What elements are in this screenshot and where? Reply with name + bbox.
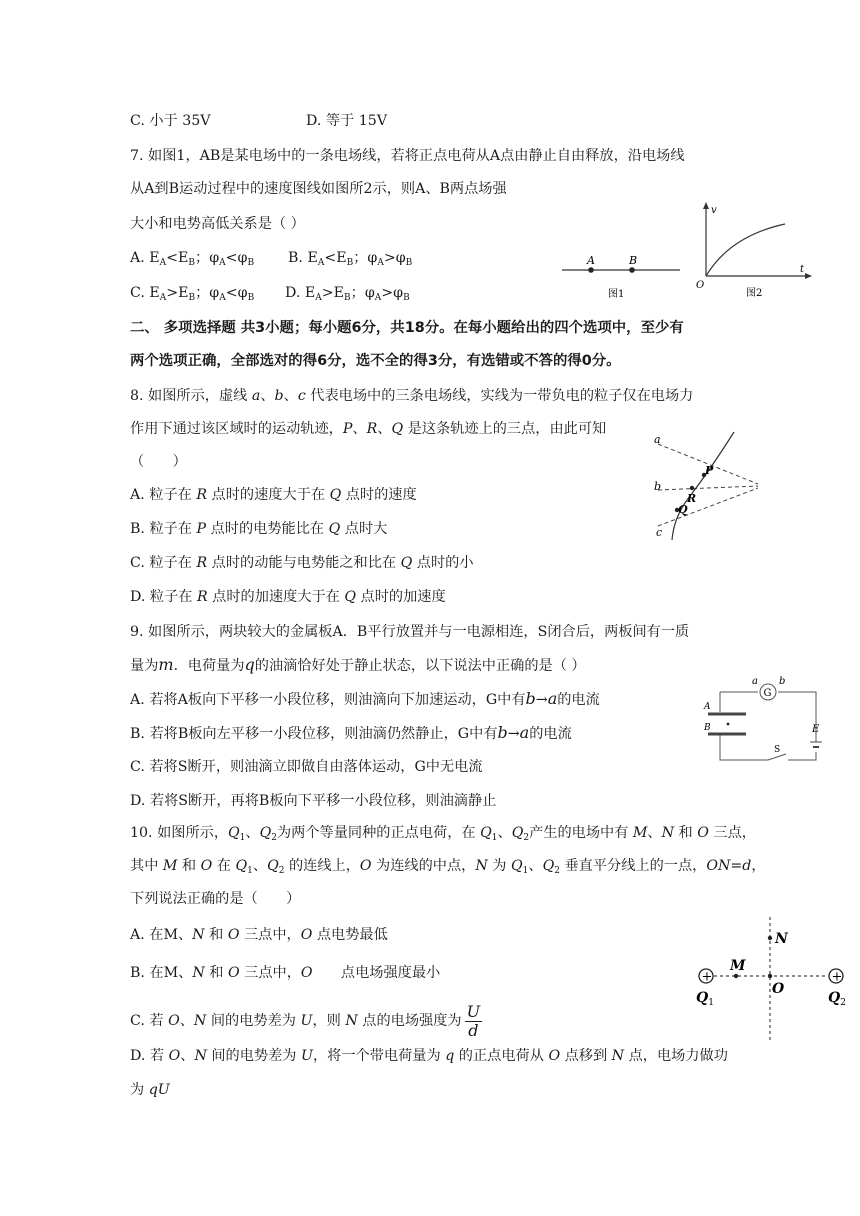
plate-a-label: A [704, 702, 711, 712]
figure-2-caption: 图2 [746, 288, 763, 299]
line-a-label: a [654, 433, 661, 446]
charge-q1-label: $Q_1$ [696, 990, 714, 1008]
q9-option-b: B. 若将B板向左平移一小段位移，则油滴仍然静止，G中有b→a的电流 [130, 723, 572, 742]
source-label: E [812, 724, 820, 735]
field-fraction [465, 1003, 482, 1040]
q8-option-a: A. 粒子在 R 点时的速度大于在 Q 点时的速度 [130, 487, 417, 503]
q10-option-b: B. 在M、N 和 O 三点中，O 点电场强度最小 [130, 965, 441, 981]
q7-stem-line-1: 7. 如图1，AB是某电场中的一条电场线，若将正点电荷从A点由静止自由释放，沿电场线 [130, 148, 685, 164]
point-r-dot [690, 486, 694, 490]
q10-stem-line-2: 其中 M 和 O 在 $Q_1$、$Q_2$ 的连线上，O 为连线的中点，N 为 $Q_1$、$Q_2$ 垂直平分线上的一点，ON=d， [130, 858, 766, 876]
terminal-a-label: a [752, 676, 758, 687]
q8-option-d: D. 粒子在 R 点时的加速度大于在 Q 点时的加速度 [130, 589, 446, 605]
q7-stem-line-2: 从A到B运动过程中的速度图线如图所2示，则A、B两点场强 [130, 181, 507, 197]
fraction-denominator: d [468, 1020, 479, 1040]
q7-option-b: B. $E_A<E_B$；$\varphi_A>\varphi_B$ [288, 250, 413, 268]
q6-option-d: D. 等于 15V [306, 113, 388, 129]
charge-q2-label: $Q_2$ [828, 990, 846, 1008]
charge-q1-plus: + [701, 969, 713, 985]
v-axis-arrow [703, 202, 709, 209]
q10-option-d-line-1: D. 若 O、N 间的电势差为 U，将一个带电荷量为 q 的正点电荷从 O 点移到 N 点，电场力做功 [130, 1048, 728, 1064]
q7-option-a: A. $E_A<E_B$；$\varphi_A<\varphi_B$ [130, 250, 255, 268]
q7-stem-line-3: 大小和电势高低关系是（ ） [130, 216, 305, 232]
t-axis-arrow [805, 273, 812, 279]
q10-option-d-line-2: 为 qU [130, 1082, 170, 1098]
switch-label: S [774, 745, 781, 755]
circuit-wire [720, 692, 816, 760]
t-axis-label: t [800, 264, 805, 275]
section-2-heading-line-2: 两个选项正确，全部选对的得6分，选不全的得3分，有选错或不答的得0分。 [130, 353, 621, 369]
point-n-dot [768, 936, 772, 940]
q8-stem-line-3: （ ） [130, 454, 187, 470]
q10-figure [690, 915, 858, 1045]
field-line-c [658, 488, 758, 526]
point-b-dot [629, 267, 635, 273]
q9-option-d: D. 若将S断开，再将B板向下平移一小段位移，则油滴静止 [130, 793, 497, 809]
point-p-label: P [705, 464, 714, 477]
field-line-b [658, 486, 758, 490]
terminal-b-label: b [779, 676, 786, 687]
q7-option-d: D. $E_A>E_B$；$\varphi_A>\varphi_B$ [285, 285, 410, 303]
point-a-label: A [587, 254, 595, 267]
q9-option-c: C. 若将S断开，则油滴立即做自由落体运动，G中无电流 [130, 759, 483, 775]
oil-drop [727, 723, 730, 726]
q9-stem-line-2: 量为m．电荷量为q的油滴恰好处于静止状态，以下说法中正确的是（ ） [130, 655, 586, 674]
v-axis-label: v [711, 205, 717, 216]
origin-label: O [696, 280, 705, 291]
point-m-dot [734, 974, 738, 978]
q8-stem-line-1: 8. 如图所示，虚线 a、b、c 代表电场中的三条电场线，实线为一带负电的粒子仅在电场力 [130, 388, 694, 404]
q10-stem-line-3: 下列说法正确的是（ ） [130, 891, 301, 907]
q9-option-a: A. 若将A板向下平移一小段位移，则油滴向下加速运动，G中有b→a的电流 [130, 689, 600, 708]
point-n-label: N [775, 931, 788, 947]
charge-q2-plus: + [831, 969, 843, 985]
section-2-heading-line-1: 二、 多项选择题 共3小题；每小题6分，共18分。在每小题给出的四个选项中，至少有 [130, 320, 684, 336]
q10-option-c [130, 1001, 482, 1041]
plate-b-label: B [704, 723, 711, 733]
particle-trajectory [672, 432, 734, 540]
q8-option-b: B. 粒子在 P 点时的电势能比在 Q 点时大 [130, 521, 388, 537]
point-o-label: O [772, 981, 785, 997]
q6-option-c: C. 小于 35V [130, 113, 211, 129]
q7-option-c: C. $E_A>E_B$；$\varphi_A<\varphi_B$ [130, 285, 255, 303]
point-m-label: M [730, 958, 746, 974]
point-r-label: R [687, 492, 697, 505]
q7-figure-1 [556, 250, 686, 306]
point-b-label: B [629, 254, 638, 267]
q8-stem-line-2: 作用下通过该区域时的运动轨迹，P、R、Q 是这条轨迹上的三点，由此可知 [130, 421, 607, 437]
q7-figure-2 [690, 200, 820, 306]
q8-figure [648, 430, 766, 542]
q8-option-c: C. 粒子在 R 点时的动能与电势能之和比在 Q 点时的小 [130, 555, 474, 571]
figure-1-caption: 图1 [608, 289, 625, 300]
fraction-numerator: U [466, 1001, 481, 1021]
line-b-label: b [654, 480, 662, 493]
point-a-dot [588, 267, 594, 273]
q10-stem-line-1: 10. 如图所示，$Q_1$、$Q_2$为两个等量同种的正点电荷，在 $Q_1$、$Q_2$产生的电场中有 M、N 和 O 三点， [130, 825, 756, 843]
point-q-label: Q [678, 503, 688, 516]
q9-stem-line-1: 9. 如图所示，两块较大的金属板A．B平行放置并与一电源相连，S闭合后，两板间有一质 [130, 624, 690, 640]
q9-circuit-figure [698, 672, 830, 768]
point-o-dot [768, 974, 772, 978]
q10-option-c-text: C. 若 O、N 间的电势差为 U，则 N 点的电场强度为 [130, 1013, 462, 1029]
line-c-label: c [656, 526, 663, 539]
galvanometer-label: G [763, 688, 772, 699]
velocity-curve [706, 224, 785, 276]
q10-option-a: A. 在M、N 和 O 三点中，O 点电势最低 [130, 927, 388, 943]
